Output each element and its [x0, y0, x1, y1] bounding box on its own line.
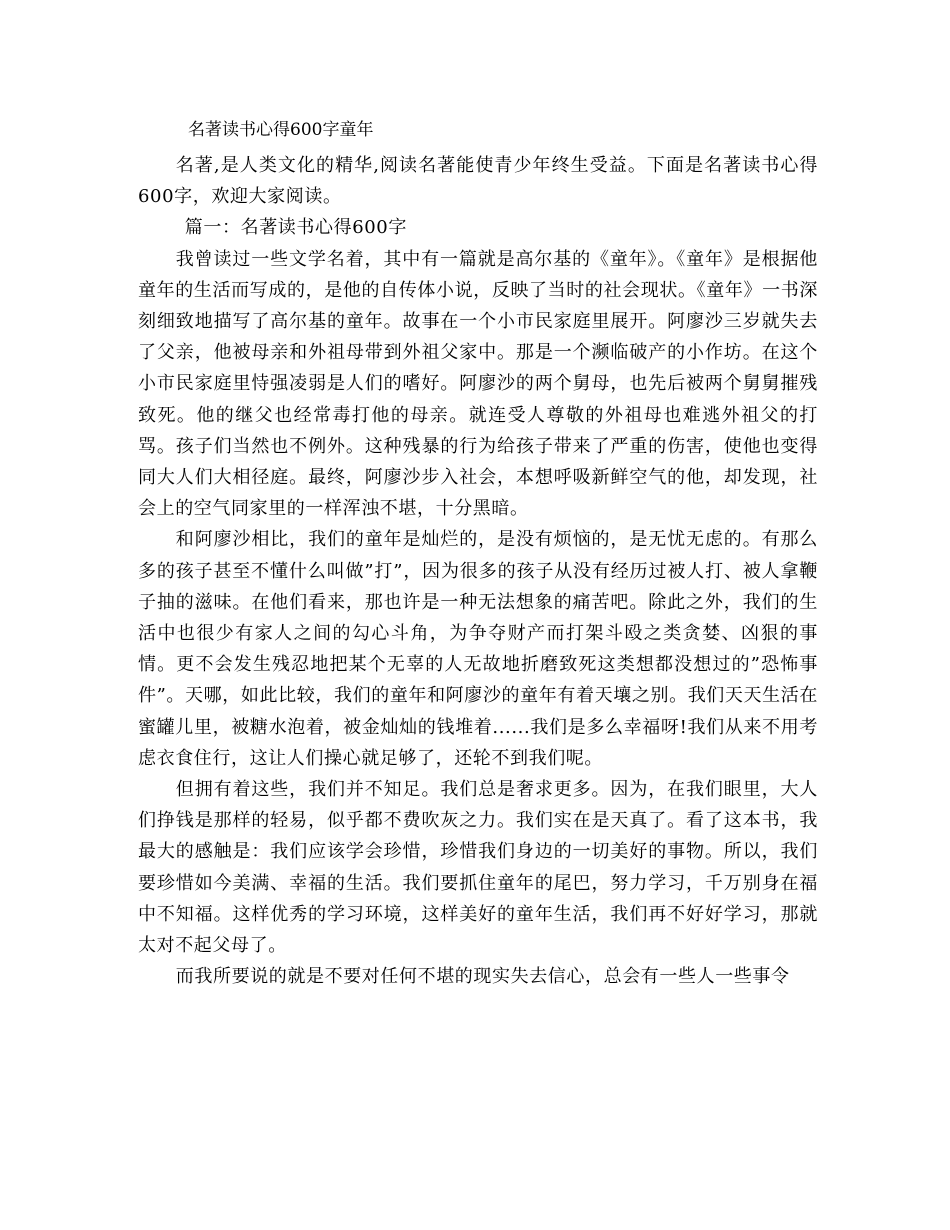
body-paragraph: 而我所要说的就是不要对任何不堪的现实失去信心，总会有一些人一些事令	[175, 966, 790, 988]
document-body	[138, 150, 818, 992]
body-paragraph: 我曾读过一些文学名着，其中有一篇就是高尔基的《童年》。《童年》是根据他童年的生活而写成的，是他的自传体小说，反映了当时的社会现状。《童年》一书深刻细致地描写了高尔基的童年。故事在一个小市民家庭里展开。阿廖沙三岁就失去了父亲，他被母亲和外祖母带到外祖父家中。那是一个濒临破产的小作坊。在这个小市民家庭里恃强凌弱是人们的嗜好。阿廖沙的两个舅母，也先后被两个舅舅摧残致死。他的继父也经常毒打他的母亲。就连受人尊敬的外祖母也难逃外祖父的打骂。孩子们当然也不例外。这种残暴的行为给孩子带来了严重的伤害，使他也变得同大人们大相径庭。最终，阿廖沙步入社会，本想呼吸新鲜空气的他，却发现，社会上的空气同家里的一样浑浊不堪，十分黑暗。	[138, 248, 818, 520]
body-paragraph: 但拥有着这些，我们并不知足。我们总是奢求更多。因为，在我们眼里，大人们挣钱是那样的轻易，似乎都不费吹灰之力。我们实在是天真了。看了这本书，我最大的感触是：我们应该学会珍惜，珍惜我们身边的一切美好的事物。所以，我们要珍惜如今美满、幸福的生活。我们要抓住童年的尾巴，努力学习，千万别身在福中不知福。这样优秀的学习环境，这样美好的童年生活，我们再不好好学习，那就太对不起父母了。	[138, 779, 818, 957]
document-title: 名著读书心得600字童年	[188, 120, 374, 140]
intro-paragraph: 名著,是人类文化的精华,阅读名著能使青少年终生受益。下面是名著读书心得600字，欢迎大家阅读。	[138, 155, 818, 208]
body-paragraph: 和阿廖沙相比，我们的童年是灿烂的，是没有烦恼的，是无忧无虑的。有那么多的孩子甚至不懂什么叫做”打”，因为很多的孩子从没有经历过被人打、被人拿鞭子抽的滋味。在他们看来，那也许是一种无法想象的痛苦吧。除此之外，我们的生活中也很少有家人之间的勾心斗角，为争夺财产而打架斗殴之类贪婪、凶狠的事情。更不会发生残忍地把某个无辜的人无故地折磨致死这类想都没想过的”恐怖事件”。天哪，如此比较，我们的童年和阿廖沙的童年有着天壤之别。我们天天生活在蜜罐儿里，被糖水泡着，被金灿灿的钱堆着......我们是多么幸福呀!我们从来不用考虑衣食住行，这让人们操心就足够了，还轮不到我们呢。	[138, 529, 818, 769]
section-heading: 篇一：名著读书心得600字	[184, 217, 407, 239]
